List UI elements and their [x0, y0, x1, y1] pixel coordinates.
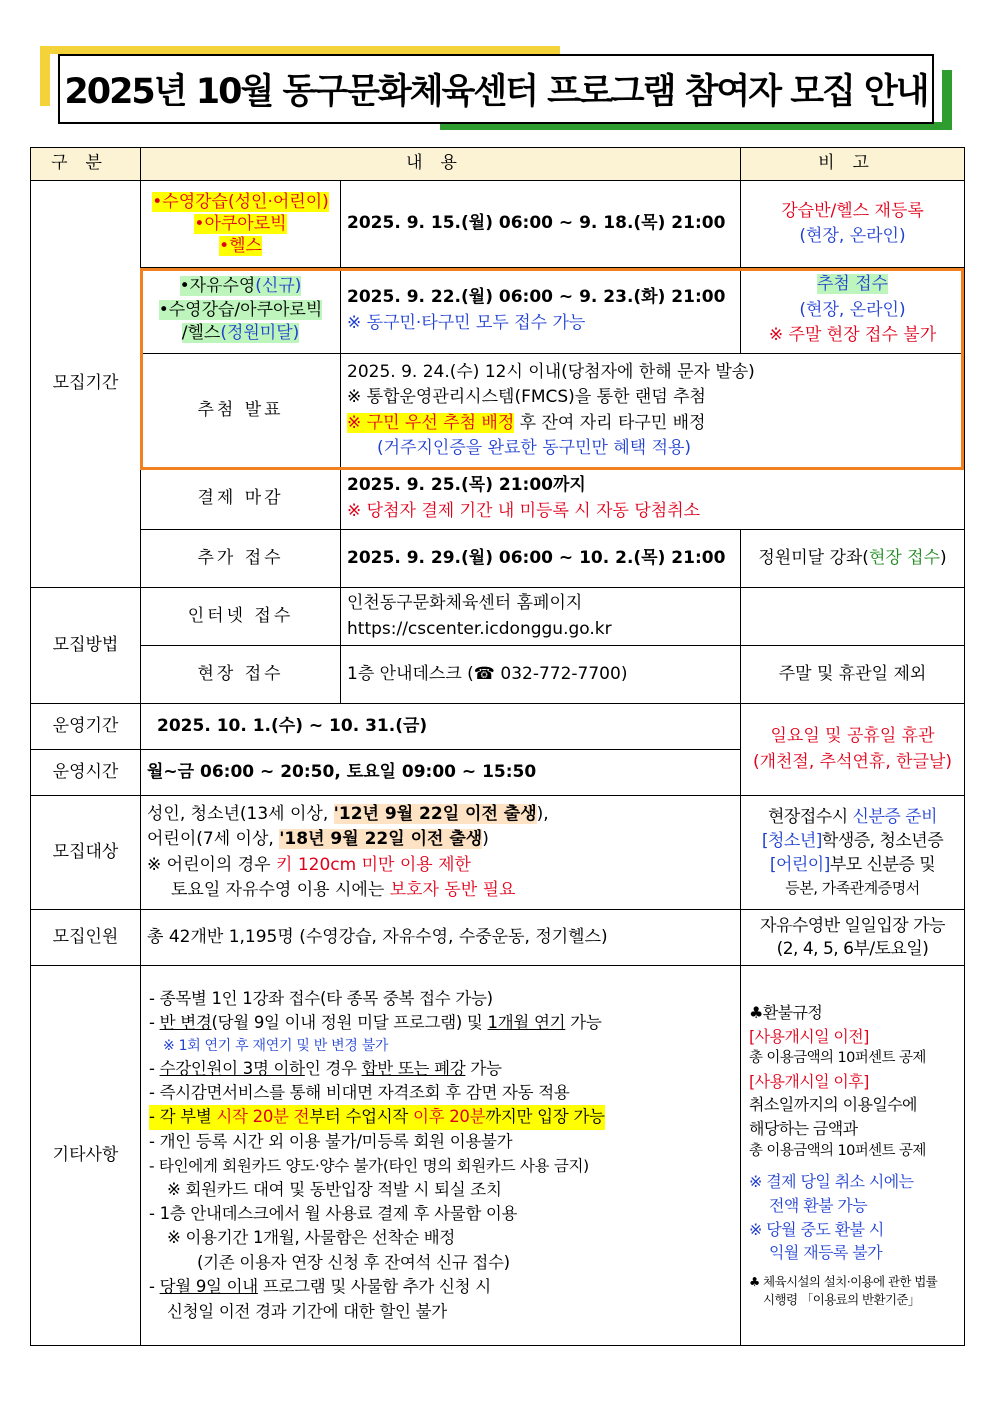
lottery-line4: (거주지인증을 완료한 동구민만 혜택 적용) — [377, 438, 692, 458]
refund-line: 해당하는 금액과 — [749, 1119, 858, 1139]
etc-line — [149, 1057, 734, 1081]
etc-line: (기존 이용자 연장 신청 후 잔여석 신규 접수) — [197, 1252, 510, 1272]
etc-l13c: 프로그램 및 사물함 추가 신청 시 — [257, 1277, 491, 1297]
etc-content — [141, 966, 741, 1346]
target-note2b: 학생증, 청소년증 — [821, 831, 944, 852]
target-line2b: '18년 9월 22일 이전 출생 — [279, 829, 483, 849]
refund-line: 총 이용금액의 10퍼센트 공제 — [749, 1050, 926, 1067]
target-note2a: [청소년] — [761, 831, 822, 852]
header-content: 내용 — [141, 148, 741, 181]
etc-row — [31, 966, 965, 1346]
operation-time-value: 월~금 06:00 ~ 20:50, 토요일 09:00 ~ 15:50 — [141, 750, 741, 796]
etc-line — [149, 1011, 734, 1035]
etc-line: - 타인에게 회원카드 양도·양수 불가(타인 명의 회원카드 사용 금지) — [149, 1156, 589, 1175]
payment-line2: ※ 당첨자 결제 기간 내 미등록 시 자동 당첨취소 — [347, 500, 701, 521]
title-decor-yellow-left — [40, 46, 50, 106]
target-line2 — [147, 827, 734, 853]
method-row-onsite — [31, 646, 965, 704]
target-line2c: ) — [482, 829, 489, 849]
etc-line: ※ 1회 연기 후 재연기 및 반 변경 불가 — [163, 1037, 389, 1054]
onsite-note: 주말 및 휴관일 제외 — [741, 646, 965, 704]
target-row — [31, 796, 965, 910]
etc-l4b: 수강인원이 3명 이하 — [159, 1058, 305, 1078]
period-row-4 — [31, 468, 965, 530]
item-free-swim-new: (신규) — [255, 275, 302, 296]
etc-l6b: 시작 20분 전 — [216, 1107, 310, 1127]
additional-note — [741, 530, 965, 588]
lottery-priority: ※ 구민 우선 추첨 배정 — [347, 412, 515, 433]
etc-label: 기타사항 — [31, 966, 141, 1346]
internet-label: 인터넷 접수 — [141, 588, 341, 646]
period-row2-note — [741, 268, 965, 354]
target-note3b: 부모 신분증 및 — [829, 854, 936, 875]
etc-line: - 종목별 1인 1강좌 접수(타 종목 중복 접수 가능) — [149, 989, 493, 1009]
onsite-content-a: 1층 안내데스크 ( — [347, 663, 474, 684]
etc-line: ※ 회원카드 대여 및 동반입장 적발 시 퇴실 조치 — [167, 1179, 502, 1199]
etc-l2d: 1개월 연기 — [487, 1013, 566, 1033]
period-row1-content: 2025. 9. 15.(월) 06:00 ~ 9. 18.(목) 21:00 — [341, 181, 741, 268]
etc-line — [149, 1105, 605, 1129]
etc-l2e: 가능 — [565, 1013, 602, 1033]
operation-note — [741, 704, 965, 796]
refund-midmonth: ※ 당월 중도 환불 시 — [749, 1219, 884, 1239]
target-note — [741, 796, 965, 910]
count-row — [31, 910, 965, 966]
period-row-2 — [31, 268, 965, 354]
internet-url[interactable]: https://cscenter.icdonggu.go.kr — [347, 618, 612, 639]
target-content — [141, 796, 741, 910]
count-value: 총 42개반 1,195명 (수영강습, 자유수영, 수중운동, 정기헬스) — [141, 910, 741, 966]
etc-l2b: 반 변경 — [159, 1013, 212, 1033]
title-decor-green-right — [942, 70, 952, 130]
title-box — [58, 54, 934, 124]
etc-l13b: 당월 9일 이내 — [159, 1277, 258, 1297]
period-row1-note1: 강습반/헬스 재등록 — [781, 200, 924, 221]
additional-note-b: 현장 접수 — [868, 547, 941, 568]
operation-note1: 일요일 및 공휴일 휴관 — [770, 726, 935, 746]
target-line2a: 어린이(7세 이상, — [147, 829, 280, 849]
etc-l13a: - — [149, 1277, 160, 1297]
phone-icon: ☎ — [473, 663, 495, 684]
etc-line — [149, 1275, 734, 1299]
etc-l2a: - — [149, 1013, 160, 1033]
etc-l4a: - — [149, 1058, 160, 1078]
etc-l4e: 가능 — [465, 1058, 502, 1078]
refund-sameday-2: 전액 환불 가능 — [769, 1195, 868, 1215]
refund-before: [사용개시일 이전] — [749, 1026, 869, 1046]
lottery-line1: 2025. 9. 24.(수) 12시 이내(당첨자에 한해 문자 발송) — [347, 361, 755, 382]
payment-content — [341, 468, 965, 530]
period-row2-items — [141, 268, 341, 354]
etc-l2c: (당월 9일 이내 정원 미달 프로그램) 및 — [211, 1013, 488, 1033]
title-banner — [40, 46, 952, 130]
period-row2-note1: 추첨 접수 — [816, 274, 889, 295]
operation-time-label: 운영시간 — [31, 750, 141, 796]
internet-line1: 인천동구문화체육센터 홈페이지 — [347, 593, 583, 613]
page-title: 2025년 10월 동구문화체육센터 프로그램 참여자 모집 안내 — [64, 72, 928, 112]
item-lesson-aqua: •수영강습/아쿠아로빅 — [158, 299, 323, 320]
lottery-line3 — [347, 411, 958, 437]
refund-line: 취소일까지의 이용일수에 — [749, 1095, 917, 1115]
refund-line: 총 이용금액의 10퍼센트 공제 — [749, 1142, 926, 1159]
etc-l6a: - 각 부별 — [149, 1107, 217, 1127]
additional-note-a: 정원미달 강좌( — [758, 547, 869, 568]
operation-period-row — [31, 704, 965, 750]
target-line1b: '12년 9월 22일 이전 출생 — [333, 803, 537, 824]
refund-sameday: ※ 결제 당일 취소 시에는 — [749, 1172, 914, 1192]
method-label: 모집방법 — [31, 588, 141, 704]
target-note4: 등본, 가족관계증명서 — [785, 878, 920, 897]
target-line1a: 성인, 청소년(13세 이상, — [147, 803, 334, 824]
count-label: 모집인원 — [31, 910, 141, 966]
target-line4 — [147, 878, 734, 904]
item-aquarobic: •아쿠아로빅 — [194, 213, 287, 234]
target-line1 — [147, 802, 734, 828]
target-line3 — [147, 853, 734, 879]
period-row1-items — [141, 181, 341, 268]
refund-after: [사용개시일 이후] — [749, 1071, 869, 1091]
lottery-label: 추첨 발표 — [141, 354, 341, 468]
refund-midmonth-2: 익월 재등록 불가 — [769, 1243, 882, 1263]
target-note1a: 현장접수시 — [768, 807, 853, 828]
period-row2-sub: ※ 동구민·타구민 모두 접수 가능 — [347, 312, 586, 333]
period-row2-content — [341, 268, 741, 354]
header-category: 구분 — [31, 148, 141, 181]
onsite-content — [341, 646, 741, 704]
target-line1c: ), — [536, 803, 549, 824]
onsite-label: 현장 접수 — [141, 646, 341, 704]
target-line3a: ※ 어린이의 경우 — [147, 854, 276, 875]
count-note2: (2, 4, 5, 6부/토요일) — [776, 938, 929, 959]
operation-period-label: 운영기간 — [31, 704, 141, 750]
etc-l6e: 까지만 입장 가능 — [485, 1107, 605, 1127]
etc-l6d: 이후 20분 — [412, 1107, 486, 1127]
period-row2-note3: ※ 주말 현장 접수 불가 — [768, 325, 937, 346]
period-row2-date: 2025. 9. 22.(월) 06:00 ~ 9. 23.(화) 21:00 — [347, 287, 726, 307]
refund-law-2: 시행령 「이용료의 반환기준」 — [763, 1292, 920, 1308]
table-header — [31, 148, 965, 181]
target-label: 모집대상 — [31, 796, 141, 910]
period-row-1 — [31, 181, 965, 268]
target-line3b: 키 120cm 미만 이용 제한 — [276, 854, 471, 875]
etc-line: - 즉시감면서비스를 통해 비대면 자격조회 후 감면 자동 적용 — [149, 1083, 570, 1102]
target-line4b: 보호자 동반 필요 — [389, 880, 516, 900]
etc-l6c: 부터 수업시작 — [309, 1107, 413, 1127]
item-free-swim: •자유수영 — [179, 275, 256, 296]
internet-note — [741, 588, 965, 646]
lottery-line2: ※ 통합운영관리시스템(FMCS)을 통한 랜덤 추첨 — [347, 387, 706, 407]
lottery-line3-rest: 후 잔여 자리 타구민 배정 — [514, 412, 706, 433]
refund-title: ♣환불규정 — [749, 1003, 823, 1023]
period-row-3 — [31, 354, 965, 468]
etc-line: - 1층 안내데스크에서 월 사용료 결제 후 사물함 이용 — [149, 1203, 518, 1223]
header-note: 비고 — [741, 148, 965, 181]
onsite-phone: 032-772-7700) — [494, 663, 628, 684]
operation-note2: (개천절, 추석연휴, 한글날) — [752, 751, 953, 772]
etc-line: ※ 이용기간 1개월, 사물함은 선착순 배정 — [167, 1228, 455, 1248]
target-note3a: [어린이] — [769, 854, 830, 875]
item-swim-lesson: •수영강습(성인·어린이) — [152, 191, 329, 212]
internet-content — [341, 588, 741, 646]
etc-line: - 개인 등록 시간 외 이용 불가/미등록 회원 이용불가 — [149, 1132, 513, 1152]
refund-note — [741, 966, 965, 1346]
target-line4a: 토요일 자유수영 이용 시에는 — [171, 880, 390, 900]
target-note1b: 신분증 준비 — [852, 807, 938, 828]
additional-note-c: ) — [940, 547, 947, 568]
period-label: 모집기간 — [31, 181, 141, 588]
operation-period-value: 2025. 10. 1.(수) ~ 10. 31.(금) — [141, 704, 741, 750]
etc-l4c: 인 경우 — [304, 1058, 362, 1078]
etc-line: 신청일 이전 경과 기간에 대한 할인 불가 — [167, 1301, 447, 1321]
refund-law: ♣ 체육시설의 설치·이용에 관한 법률 — [749, 1273, 938, 1289]
info-table — [30, 147, 965, 1346]
count-note — [741, 910, 965, 966]
item-under-capacity: (정원미달) — [220, 323, 300, 344]
count-note1: 자유수영반 일일입장 가능 — [760, 916, 945, 937]
payment-label: 결제 마감 — [141, 468, 341, 530]
title-decor-yellow — [40, 46, 560, 54]
period-row1-note2: (현장, 온라인) — [799, 226, 906, 246]
additional-content: 2025. 9. 29.(월) 06:00 ~ 10. 2.(목) 21:00 — [341, 530, 741, 588]
lottery-content — [341, 354, 965, 468]
additional-label: 추가 접수 — [141, 530, 341, 588]
period-row1-note — [741, 181, 965, 268]
item-health-slash: /헬스 — [181, 323, 221, 344]
period-row-5 — [31, 530, 965, 588]
period-row2-note2: (현장, 온라인) — [799, 299, 906, 320]
etc-l4d: 합반 또는 폐강 — [361, 1058, 466, 1078]
payment-line1: 2025. 9. 25.(목) 21:00까지 — [347, 475, 586, 495]
item-health: •헬스 — [219, 236, 262, 257]
method-row-internet — [31, 588, 965, 646]
